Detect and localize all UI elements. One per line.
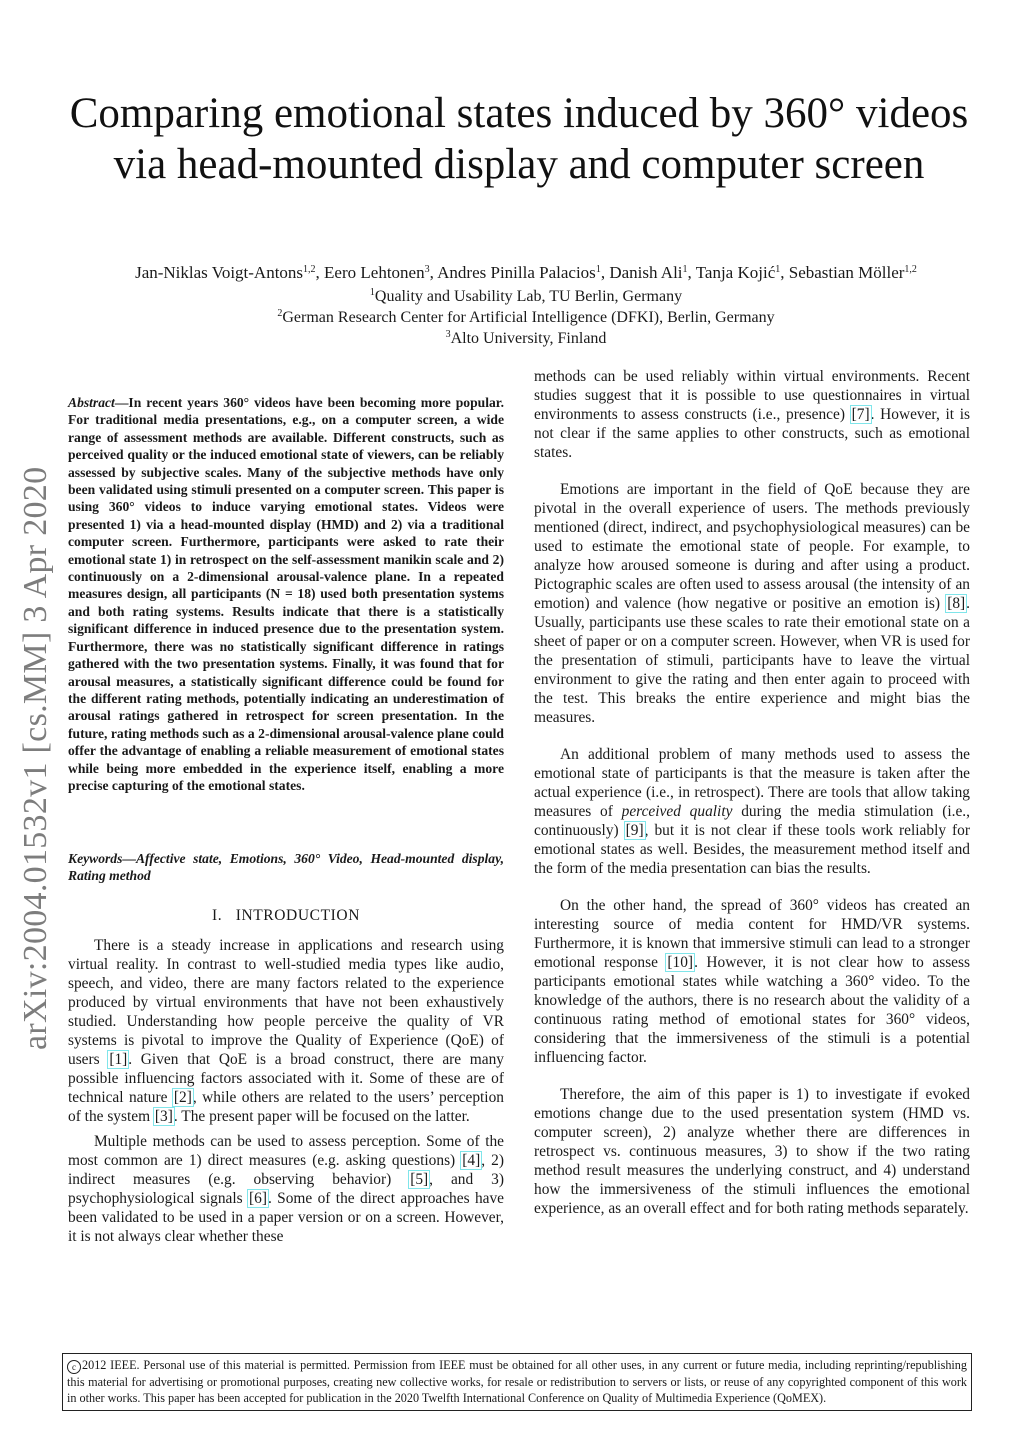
affiliation-2: $^2$German Research Center for Artificial Intelligence (DFKI), Berlin, Germany bbox=[277, 308, 775, 326]
paragraph: On the other hand, the spread of 360° videos has created an interesting source of media content for HMD/VR systems. Furthermore, it is known that immersive stimuli can lead to a stronger emotional response [10]. However, it is not clear how to assess participants emotional states while watching a 360° video. To the knowledge of the authors, there is no research about the validity of a continuous rating method of emotional states for 360° videos, considering that the immersiveness of the stimuli is a potential influencing factor. bbox=[534, 897, 970, 1066]
title-line-1: Comparing emotional states induced by 360° videos bbox=[69, 90, 969, 137]
paragraph: There is a steady increase in applications and research using virtual reality. In contrast to well-studied media types like audio, speech, and video, there are many factors related to the experience produced by virtual environments that have not been exhaustively studied. Understanding how people perceive the quality of VR systems is pivotal to improve the Quality of Experience (QoE) of users [1]. Given that QoE is a broad construct, there are many possible influencing factors associated with it. Some of these are of technical nature [2], while others are related to the users’ perception of the system [3]. The present paper will be focused on the latter. bbox=[68, 937, 505, 1125]
author-name: Andres Pinilla Palacios bbox=[437, 263, 596, 282]
citation-link[interactable]: [2] bbox=[173, 1089, 192, 1106]
author-name: Eero Lehtonen bbox=[324, 263, 425, 282]
citation-link[interactable]: [8] bbox=[947, 595, 966, 612]
arxiv-identifier: arXiv:2004.01532v1 [cs.MM] 3 Apr 2020 bbox=[17, 466, 54, 1050]
paragraph: Emotions are important in the field of QoE because they are pivotal in the overall experience of users. The methods previously mentioned (direct, indirect, and psychophysiological measures) can be used to estimate the emotional state of people. For example, to analyze how aroused someone is during and after using a product. Pictographic scales are often used to assess arousal (the intensity of an emotion) and valence (how negative or positive an emotion is) [8]. Usually, participants use these scales to rate their emotional state on a sheet of paper or on a computer screen. However, when VR is used for the presentation of stimuli, participants have to leave the virtual environment to give the rating and then enter again to proceed with the test. This breaks the entire experience and might bias the measures. bbox=[534, 481, 970, 726]
affiliation-1: $^1$Quality and Usability Lab, TU Berlin, Germany bbox=[369, 287, 683, 305]
abstract-text: —In recent years 360° videos have been becoming more popular. For traditional media presentations, e.g., on a computer screen, a wide range of assessment methods are available. Different constructs, such as perceived quality or the induced emotional state of viewers, can be reliably assessed by subjective scales. Many of the subjective methods have only been validated using stimuli presented on a computer screen. This paper is using 360° videos to induce varying emotional states. Videos were presented 1) via a head-mounted display (HMD) and 2) via a traditional computer screen. Furthermore, participants were asked to rate their emotional state 1) in retrospect on the self-assessment manikin scale and 2) continuously on a 2-dimensional arousal-valence plane. In a repeated measures design, all participants (N = 18) used both presentation systems and both rating systems. Results indicate that there is a statistically significant difference in induced presence due to the presentation system. Furthermore, there was no statistically significant difference in ratings gathered with the two presentation systems. Finally, it was found that for arousal measures, a statistically significant difference could be found for the different rating methods, potentially indicating an underestimation of arousal ratings gathered in retrospect for screen presentation. In the future, rating methods such as a 2-dimensional arousal-valence plane could offer the advantage of enabling a reliable measurement of emotional states while being more embedded in the experience itself, enabling a more precise capturing of the emotional states. bbox=[68, 395, 504, 793]
paragraph: Multiple methods can be used to assess perception. Some of the most common are 1) direct measures (e.g. asking questions) [4], 2) indirect measures (e.g. observing behavior) [5], and 3) psychophysiological signals [6]. Some of the direct approaches have been validated to be used in a paper version or on a screen. However, it is not always clear whether these bbox=[68, 1133, 504, 1245]
author-affiliation-mark: 1 bbox=[775, 264, 781, 275]
citation-link[interactable]: [1] bbox=[109, 1051, 128, 1068]
author-name: Jan-Niklas Voigt-Antons bbox=[135, 263, 304, 282]
author-name: Danish Ali bbox=[609, 263, 683, 282]
author-name: Tanja Kojić bbox=[695, 263, 776, 282]
abstract-label: Abstract bbox=[68, 395, 115, 410]
section-heading-introduction: I. INTRODUCTION bbox=[212, 907, 360, 924]
author-affiliation-mark: 1 bbox=[595, 264, 601, 275]
paragraph: An additional problem of many methods used to assess the emotional state of participants is that the measure is taken after the actual experience (i.e., in retrospect). There are tools that allow taking measures of perceived quality during the media stimulation (i.e., continuously) [9], but it is not clear if these tools work reliably for emotional states as well. Besides, the measurement method itself and the form of the media presentation can bias the results. bbox=[534, 746, 970, 877]
paper-title bbox=[40, 88, 998, 190]
keywords: Keywords—Affective state, Emotions, 360° Video, Head-mounted display, Rating method bbox=[68, 851, 504, 884]
copyright-notice: c 2012 IEEE. Personal use of this material is permitted. Permission from IEEE must be obtained for all other uses, in any current or future media, including reprinting/republishing this material for advertising or promotional purposes, creating new collective works, for resale or redistribution to servers or lists, or reuse of any copyrighted component of this work in other works. This paper has been accepted for publication in the 2020 Twelfth International Conference on Quality of Multimedia Experience (QoMEX). bbox=[62, 1353, 972, 1411]
citation-link[interactable]: [4] bbox=[462, 1152, 481, 1169]
citation-link[interactable]: [5] bbox=[410, 1171, 429, 1188]
citation-link[interactable]: [10] bbox=[667, 954, 694, 971]
citation-link[interactable]: [7] bbox=[851, 406, 870, 423]
citation-link[interactable]: [6] bbox=[249, 1190, 267, 1207]
author-affiliation-mark: 1,2 bbox=[904, 264, 917, 275]
author-list: Jan-Niklas Voigt-Antons$^{1,2}$, Eero Lehtonen$^3$, Andres Pinilla Palacios$^1$, Danish Ali$^1$, Tanja Kojić$^1$, Sebastian Möller$^{1,2}$ bbox=[135, 263, 917, 282]
right-column-body bbox=[534, 367, 970, 1218]
title-line-2: via head-mounted display and computer screen bbox=[113, 141, 925, 188]
author-affiliation-mark: 1 bbox=[682, 264, 688, 275]
author-affiliation-mark: 3 bbox=[424, 264, 430, 275]
left-column-body bbox=[68, 936, 504, 1246]
author-affiliation-mark: 1,2 bbox=[303, 264, 316, 275]
affiliation-3: $^3$Alto University, Finland bbox=[445, 329, 607, 347]
author-name: Sebastian Möller bbox=[788, 263, 905, 282]
citation-link[interactable]: [9] bbox=[625, 822, 644, 839]
copyright-icon: c bbox=[67, 1360, 81, 1374]
paragraph: Therefore, the aim of this paper is 1) to investigate if evoked emotions change due to the used presentation system (HMD vs. computer screen), 2) analyze whether there are differences in retrospect vs. continuous measures, 3) to show if the two rating method result measures the underlying construct, and 4) understand how the immersiveness of the stimuli influences the emotional experience, as an overall effect and for both rating methods separately. bbox=[534, 1086, 970, 1217]
citation-link[interactable]: [3] bbox=[154, 1108, 173, 1125]
abstract bbox=[68, 394, 504, 794]
paragraph: methods can be used reliably within virtual environments. Recent studies suggest that it is possible to use questionnaires in virtual environments to assess constructs (i.e., presence) [7]. However, it is not clear if the same applies to other constructs, such as emotional states. bbox=[534, 368, 970, 461]
